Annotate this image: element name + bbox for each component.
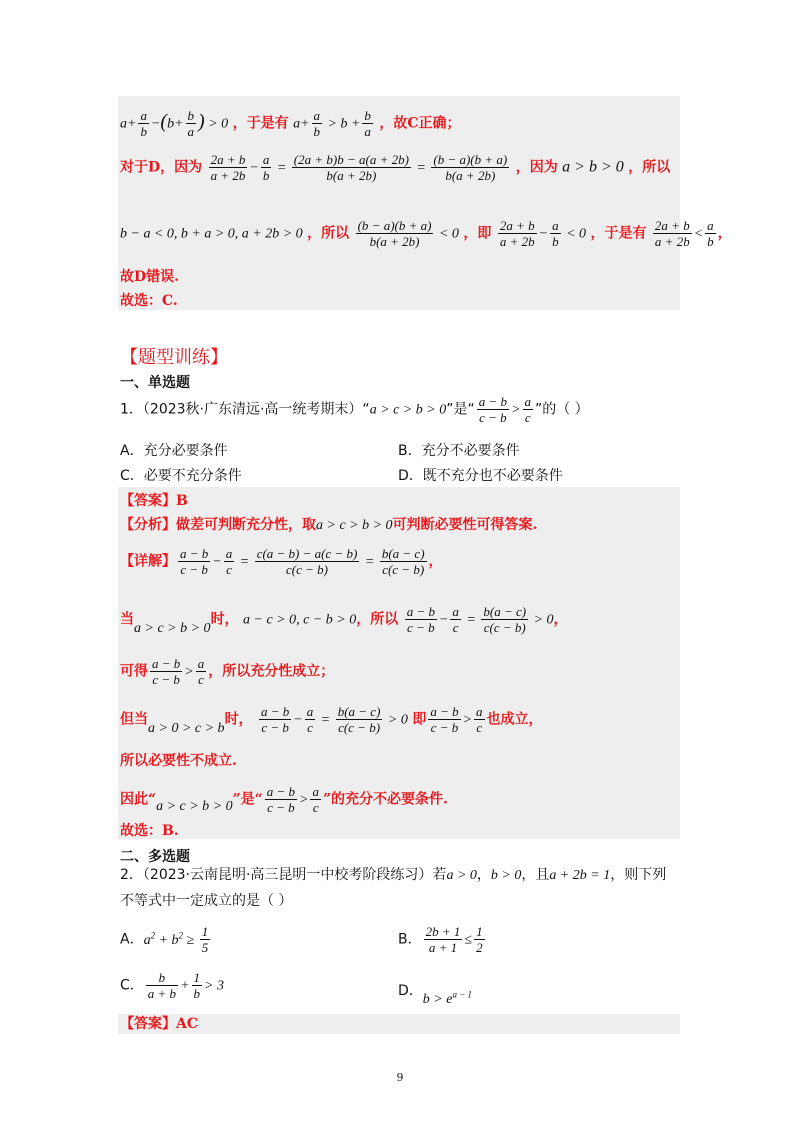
q1-detail-line-7: 故选：B. [120,823,179,839]
q1-detail-line-4: 但当a > 0 > c > b时， $\frac{a - b}{c - b}$ − $\frac{a}{c}$ = $\frac{b(a - c)}{c(c - b)}$ > 0 即 $\frac{a - b}{c - b}$ > $\frac{a}{c}$ 也成立， [120,704,543,736]
q2-answer-block [118,1014,680,1034]
q1-stem: 1．（2023秋·广东清远·高一统考期末）“a > c > b > 0”是“ $\frac{a - b}{c - b}$ > $\frac{a}{c}$ ”的（ ） [120,394,589,425]
solution-line-5: 故选：C. [120,293,178,309]
q1-detail-line-3: 可得 $\frac{a - b}{c - b}$ > $\frac{a}{c}$ ，所以充分性成立； [120,656,335,687]
solution-line-3: b − a < 0, b + a > 0, a + 2b > 0 ，所以 $\frac{(b - a)(b + a)}{b(a + 2b)}$ < 0 ，即 $\frac{2a + b}{a + 2b}$ − $\frac{a}{b}$ < 0 ，于是有 $\frac{2a + b}{a + 2b}$ < $\frac{a}{b}$ ， [120,218,732,249]
heading-multiple-choice: 二、多选题 [120,849,190,865]
q1-option-a[interactable]: A．充分必要条件 [120,443,228,459]
q1-option-b[interactable]: B．充分不必要条件 [398,443,520,459]
q2-stem-line-1: 2．（2023·云南昆明·高三昆明一中校考阶段练习）若a > 0，b > 0，且a + 2b = 1，则下列 [120,867,667,883]
q2-stem-line-2: 不等式中一定成立的是（ ） [120,893,293,909]
q2-option-a[interactable]: A．$a^2 + b^2$ ≥ $\frac{1}{5}$ [120,924,209,955]
q2-option-b[interactable]: B． $\frac{2b + 1}{a + 1}$ ≤ $\frac{1}{2}$ [398,924,483,955]
q1-analysis: 【分析】做差可判断充分性，取a > c > b > 0可判断必要性可得答案. [120,517,538,533]
heading-single-choice: 一、单选题 [120,375,190,391]
solution-line-2: 对于D，因为 $\frac{2a + b}{a + 2b}$ − $\frac{a}{b}$ = $\frac{(2a + b)b - a(a + 2b)}{b(a + 2b)}$ = $\frac{(b - a)(b + a)}{b(a + 2b)}$ ，因为 a > b > 0 ，所以 [120,152,671,183]
q1-answer: 【答案】B [120,493,188,509]
solution-line-4: 故D错误. [120,269,180,285]
q1-detail-line-5: 所以必要性不成立. [120,753,237,769]
q1-option-c[interactable]: C．必要不充分条件 [120,468,242,484]
section-title: 【题型训练】 [120,347,228,368]
q2-answer: 【答案】AC [120,1016,199,1032]
q1-detail-line-2: 当a > c > b > 0时， a − c > 0, c − b > 0，所以 $\frac{a - b}{c - b}$ − $\frac{a}{c}$ = $\frac{b(a - c)}{c(c - b)}$ > 0， [120,604,568,636]
q1-option-d[interactable]: D．既不充分也不必要条件 [398,468,563,484]
page-number: 9 [396,1071,404,1084]
q2-option-d[interactable]: D．$b > e^{a - 1}$ [398,983,473,1007]
q2-option-c[interactable]: C． $\frac{b}{a + b}$ + $\frac{1}{b}$ > 3 [120,970,224,1001]
q1-detail-line-6: 因此“a > c > b > 0”是“ $\frac{a - b}{c - b}$ > $\frac{a}{c}$ ”的充分不必要条件. [120,784,448,815]
solution-line-1: a+ $\frac{a}{b}$ −(b+ $\frac{b}{a}$ ) > 0 ，于是有 a+ $\frac{a}{b}$ > b + $\frac{b}{a}$ ，故C正确； [120,108,461,139]
q1-detail: 【详解】 $\frac{a - b}{c - b}$ − $\frac{a}{c}$ = $\frac{c(a - b) - a(c - b)}{c(c - b)}$ = $\frac{b(a - c)}{c(c - b)}$ ， [120,546,443,577]
